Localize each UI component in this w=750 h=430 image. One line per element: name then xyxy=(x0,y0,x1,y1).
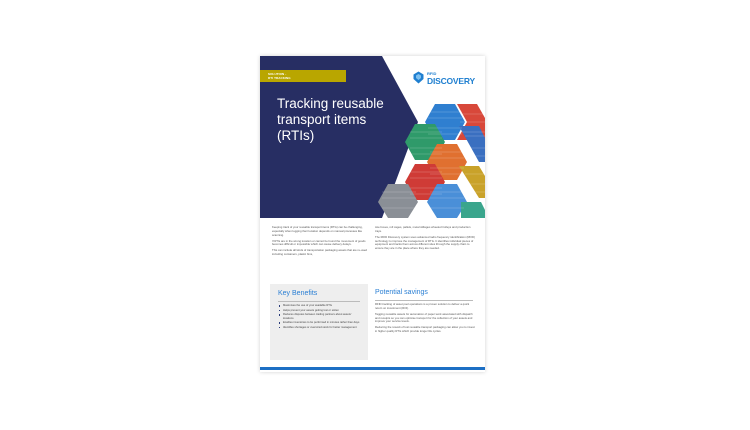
savings-paragraph: Tagging reusable assets for automation of paper work associated with dispatch and receipts so you can optimise transport for the collection of your assets and improve your service levels. xyxy=(375,311,473,324)
savings-column xyxy=(375,303,475,336)
intro-paragraph: Keeping track of your reusable transport items (RTIs) can be challenging, especially when logging their location depends on manual processes like scanning. xyxy=(272,225,363,237)
page-title: Tracking reusable transport items (RTIs) xyxy=(277,96,384,143)
logo-discovery-text: DISCOVERY xyxy=(427,76,475,86)
list-item: Maximises the use of your available RTIs xyxy=(278,304,362,307)
key-benefits-heading: Key Benefits xyxy=(278,290,318,297)
footer-bar xyxy=(260,367,485,370)
tag-line-2: RTI TRACKING xyxy=(268,76,291,80)
savings-paragraph: RFID tracking of asset pool operations is a proven solution to deliver a quick return on investment (ROI). xyxy=(375,302,470,310)
logo-rfid-text: RFID xyxy=(427,71,437,76)
datasheet-page xyxy=(260,56,485,372)
list-item: Enables inventories to be performed in minutes rather than days xyxy=(278,321,362,324)
benefits-list xyxy=(278,304,362,330)
location-pin-icon xyxy=(412,71,425,84)
rfid-discovery-logo xyxy=(412,69,478,89)
divider xyxy=(375,300,473,301)
intro-left-column xyxy=(272,226,370,259)
intro-paragraph: This can include all kinds of transportation packaging assets that are re-used including containers, plastic bins, xyxy=(272,248,367,257)
intro-paragraph: tote boxes, roll cages, pallets, metal stillages wheeled trolleys and production trays. xyxy=(375,225,471,233)
intro-paragraph: If RTIs are in the wrong location or cannot be found the movement of goods becomes difficult or impossible which can cause delivery delays. xyxy=(272,238,366,247)
list-item: Identifies shortages or oversized stock for better management xyxy=(278,326,362,329)
intro-right-column xyxy=(375,226,475,253)
divider xyxy=(278,301,360,302)
list-item: Reduces disputes between trading partners about assets' locations xyxy=(278,313,362,320)
potential-savings-heading: Potential savings xyxy=(375,289,428,296)
solution-tag xyxy=(260,70,346,82)
list-item: Helps prevent your assets getting lost or stolen xyxy=(278,309,362,312)
tag-line-1: SOLUTION - xyxy=(268,72,287,76)
savings-paragraph: Reducing the rework of lost reusable transport packaging can allow you to invest in higher quality RTIs which provide longer life cycles. xyxy=(375,325,475,334)
key-benefits-box xyxy=(270,284,368,360)
intro-paragraph: The RFID Discovery system uses advanced radio frequency identification (RFID) technology to improve the management of RTIs. It identifies individual pieces of equipment and tracks them across different sites through the supply chain to ensure they are in the place where they are needed. xyxy=(375,234,475,251)
hero-banner xyxy=(260,56,485,218)
